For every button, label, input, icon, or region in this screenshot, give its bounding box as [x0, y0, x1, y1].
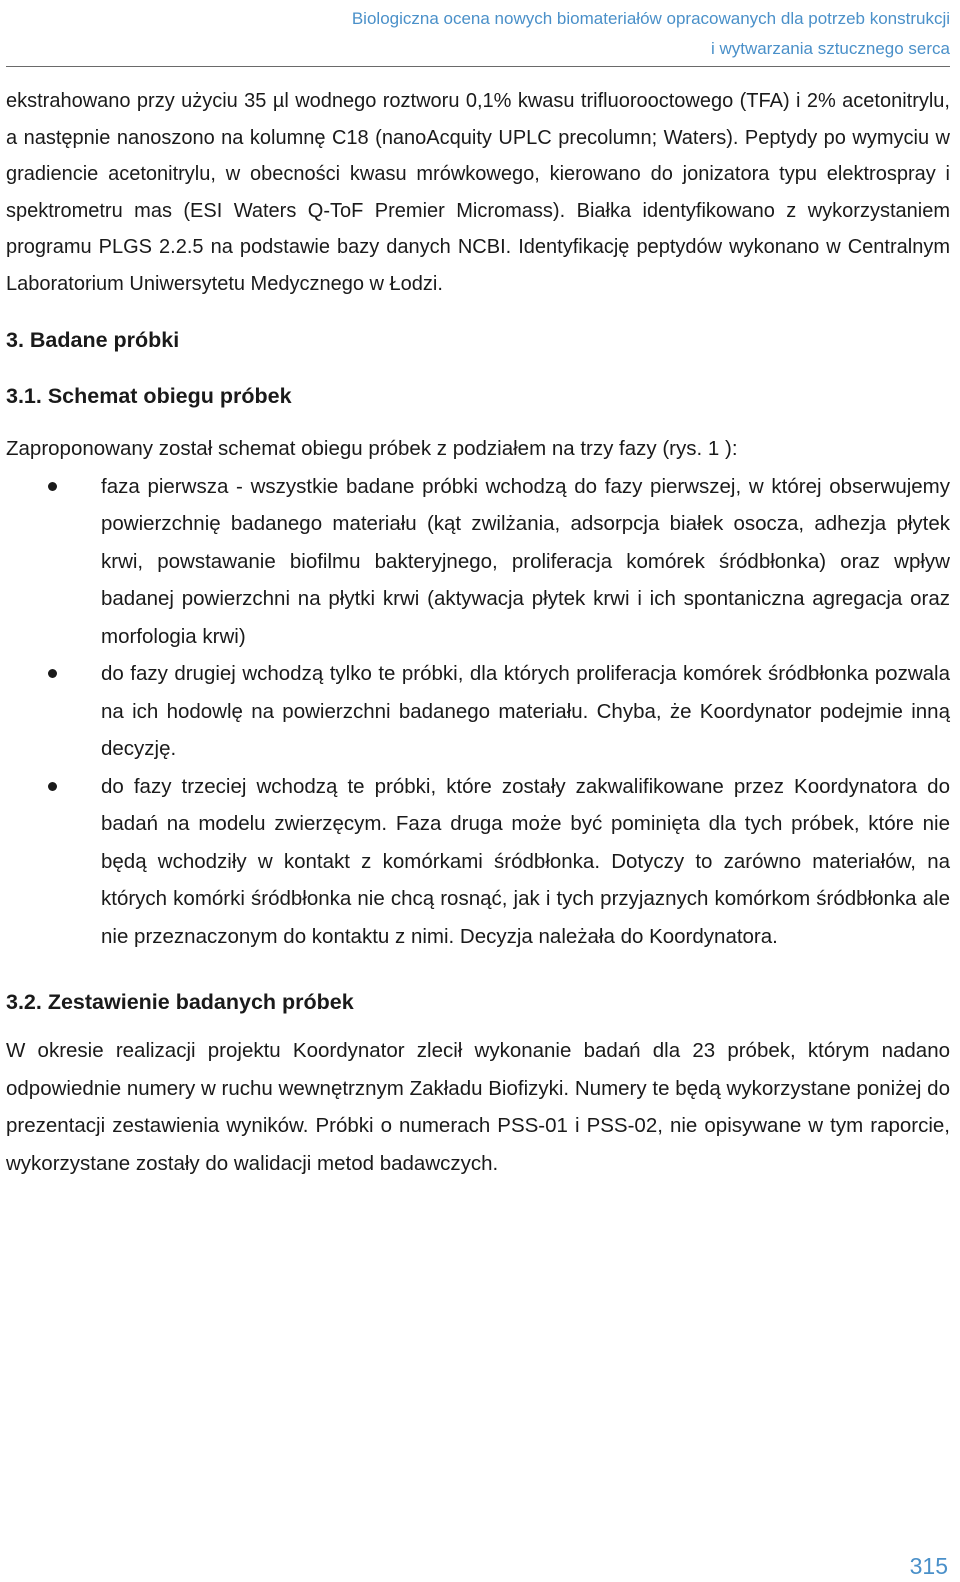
intro-paragraph: ekstrahowano przy użyciu 35 µl wodnego roztworu 0,1% kwasu trifluorooctowego (TFA) i 2% acetonitrylu, a następnie nanoszono na kolumnę C18 (nanoAcquity UPLC precolumn; Waters). Peptydy po wymyciu w gradiencie acetonitrylu, w obecności kwasu mrówkowego, kierowano do jonizatora typu elektrospray i spektrometru mas (ESI Waters Q-ToF Premier Micromass). Białka identyfikowano z wykorzystaniem programu PLGS 2.2.5 na podstawie bazy danych NCBI. Identyfikację peptydów wykonano w Centralnym Laboratorium Uniwersytetu Medycznego w Łodzi. — [6, 90, 950, 295]
phase-list — [6, 468, 950, 956]
page-body — [6, 83, 950, 1182]
running-header-line-2: i wytwarzania sztucznego serca — [710, 39, 950, 58]
running-header — [200, 4, 950, 64]
bullet-icon — [48, 782, 57, 791]
header-divider — [6, 66, 950, 67]
section-3-1-heading: 3.1. Schemat obiegu próbek — [6, 384, 292, 408]
scheme-lead-paragraph: Zaproponowany został schemat obiegu próbek z podziałem na trzy fazy (rys. 1 ): — [6, 437, 738, 460]
bullet-icon — [48, 669, 57, 678]
list-item — [6, 768, 950, 956]
samples-summary-paragraph: W okresie realizacji projektu Koordynator zlecił wykonanie badań dla 23 próbek, którym nadano odpowiednie numery w ruchu wewnętrznym Zakładu Biofizyki. Numery te będą wykorzystane poniżej do prezentacji zestawienia wyników. Próbki o numerach PSS-01 i PSS-02, nie opisywane w tym raporcie, wykorzystane zostały do walidacji metod badawczych. — [6, 1039, 950, 1175]
bullet-icon — [48, 482, 57, 491]
list-item — [6, 468, 950, 656]
list-item-text: do fazy trzeciej wchodzą te próbki, które zostały zakwalifikowane przez Koordynatora do badań na modelu zwierzęcym. Faza druga może być pominięta dla tych próbek, które nie będą wchodziły w kontakt z komórkami śródbłonka. Dotyczy to zarówno materiałów, na których komórki śródbłonka nie chcą rosnąć, jak i tych przyjaznych komórkom śródbłonka ale nie przeznaczonym do kontaktu z nimi. Decyzja należała do Koordynatora. — [101, 774, 950, 948]
section-3-heading: 3. Badane próbki — [6, 328, 180, 352]
list-item-text: faza pierwsza - wszystkie badane próbki wchodzą do fazy pierwszej, w której obserwujemy powierzchnię badanego materiału (kąt zwilżania, adsorpcja białek osocza, adhezja płytek krwi, powstawanie biofilmu bakteryjnego, proliferacja komórek śródbłonka) oraz wpływ badanej powierzchni na płytki krwi (aktywacja płytek krwi i ich spontaniczna agregacja oraz morfologia krwi) — [101, 474, 950, 648]
list-item — [6, 655, 950, 768]
section-3-2-heading: 3.2. Zestawienie badanych próbek — [6, 990, 354, 1014]
page-number: 315 — [909, 1553, 948, 1579]
list-item-text: do fazy drugiej wchodzą tylko te próbki, dla których proliferacja komórek śródbłonka pozwala na ich hodowlę na powierzchni badanego materiału. Chyba, że Koordynator podejmie inną decyzję. — [101, 662, 950, 760]
running-header-line-1: Biologiczna ocena nowych biomateriałów opracowanych dla potrzeb konstrukcji — [351, 9, 950, 28]
